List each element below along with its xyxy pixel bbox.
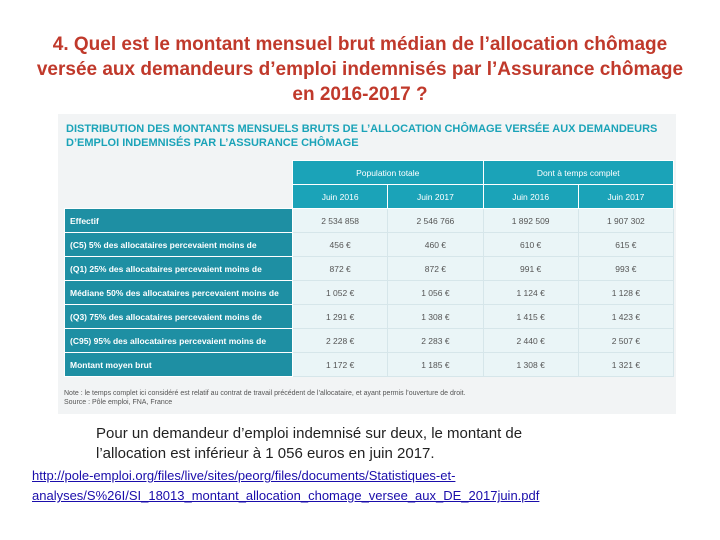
row-label: Médiane 50% des allocataires percevaient moins de <box>65 281 293 305</box>
table-cell: 1 308 € <box>483 353 578 377</box>
figure-note <box>64 389 674 407</box>
source-link[interactable] <box>32 466 692 506</box>
source-link-line1[interactable]: http://pole-emploi.org/files/live/sites/peorg/files/documents/Statistiques-et- <box>32 468 456 483</box>
figure-title-line1: DISTRIBUTION DES MONTANTS MENSUELS BRUTS DE L’ALLOCATION CHÔMAGE VERSÉE AUX DEMANDEURS <box>66 123 658 135</box>
table-cell: 460 € <box>388 233 483 257</box>
table-row <box>65 281 674 305</box>
table-cell: 615 € <box>578 233 673 257</box>
table-row <box>65 233 674 257</box>
table-cell: 872 € <box>293 257 388 281</box>
slide-title: 4. Quel est le montant mensuel brut médian de l’allocation chômage versée aux demandeurs d’emploi indemnisés par l’Assurance chômage en 2016-2017 ? <box>36 34 684 105</box>
table-row <box>65 257 674 281</box>
table-cell: 1 423 € <box>578 305 673 329</box>
row-label: (Q3) 75% des allocataires percevaient moins de <box>65 305 293 329</box>
row-label: (C5) 5% des allocataires percevaient moins de <box>65 233 293 257</box>
note-text: Note : le temps complet ici considéré est relatif au contrat de travail précédent de l’allocataire, et ayant permis l’ouverture de droit. <box>64 390 466 397</box>
row-label: (Q1) 25% des allocataires percevaient moins de <box>65 257 293 281</box>
table-cell: 2 546 766 <box>388 209 483 233</box>
table-cell: 1 892 509 <box>483 209 578 233</box>
figure-panel <box>58 114 676 414</box>
table-cell: 1 052 € <box>293 281 388 305</box>
header-corner <box>65 161 293 185</box>
table-row <box>65 329 674 353</box>
table-cell: 1 291 € <box>293 305 388 329</box>
caption-line2: l’allocation est inférieur à 1 056 euros en juin 2017. <box>96 445 435 462</box>
table-cell: 1 308 € <box>388 305 483 329</box>
year-header: Juin 2016 <box>293 185 388 209</box>
table-row <box>65 305 674 329</box>
table-cell: 1 124 € <box>483 281 578 305</box>
group-header-row <box>65 161 674 185</box>
year-header: Juin 2017 <box>388 185 483 209</box>
group-header: Dont à temps complet <box>483 161 674 185</box>
table-cell: 2 440 € <box>483 329 578 353</box>
figure-title-line2: D’EMPLOI INDEMNISÉS PAR L’ASSURANCE CHÔMAGE <box>66 137 359 149</box>
table-cell: 991 € <box>483 257 578 281</box>
table-cell: 993 € <box>578 257 673 281</box>
table-row <box>65 353 674 377</box>
year-header-row <box>65 185 674 209</box>
table-cell: 2 534 858 <box>293 209 388 233</box>
row-label: (C95) 95% des allocataires percevaient moins de <box>65 329 293 353</box>
table-cell: 1 056 € <box>388 281 483 305</box>
row-label: Effectif <box>65 209 293 233</box>
year-header: Juin 2017 <box>578 185 673 209</box>
table-cell: 872 € <box>388 257 483 281</box>
figure-title <box>66 122 666 150</box>
source-text: Source : Pôle emploi, FNA, France <box>64 399 173 406</box>
caption <box>96 424 656 464</box>
table-cell: 1 172 € <box>293 353 388 377</box>
header-corner <box>65 185 293 209</box>
table-cell: 456 € <box>293 233 388 257</box>
table-cell: 1 185 € <box>388 353 483 377</box>
group-header: Population totale <box>293 161 484 185</box>
table-cell: 1 128 € <box>578 281 673 305</box>
table-cell: 2 228 € <box>293 329 388 353</box>
table-cell: 2 283 € <box>388 329 483 353</box>
table-cell: 2 507 € <box>578 329 673 353</box>
distribution-table <box>64 160 674 377</box>
table-cell: 1 907 302 <box>578 209 673 233</box>
year-header: Juin 2016 <box>483 185 578 209</box>
table-cell: 1 415 € <box>483 305 578 329</box>
table-cell: 1 321 € <box>578 353 673 377</box>
table-row <box>65 209 674 233</box>
source-link-line2[interactable]: analyses/S%26I/SI_18013_montant_allocation_chomage_versee_aux_DE_2017juin.pdf <box>32 488 540 503</box>
table-cell: 610 € <box>483 233 578 257</box>
caption-line1: Pour un demandeur d’emploi indemnisé sur deux, le montant de <box>96 425 523 442</box>
row-label: Montant moyen brut <box>65 353 293 377</box>
